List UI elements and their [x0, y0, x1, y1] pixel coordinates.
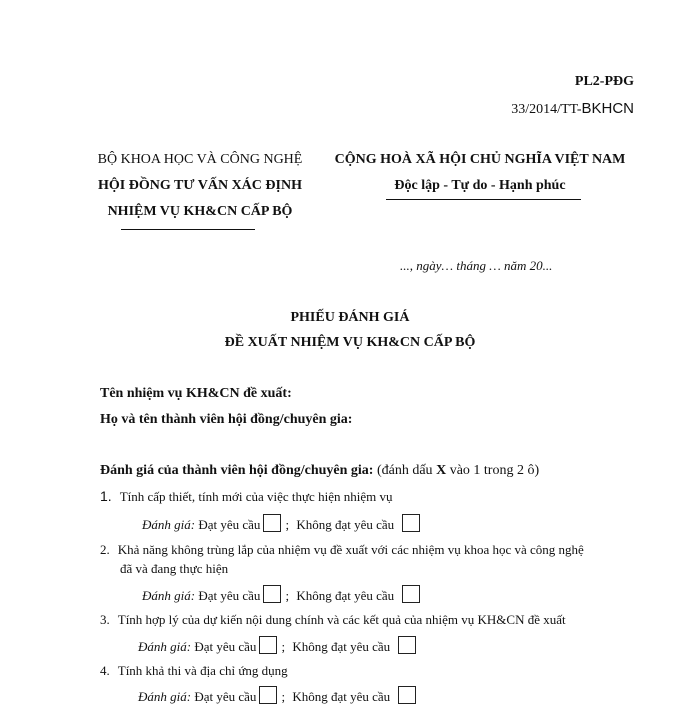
criterion-1 — [100, 488, 392, 505]
criterion-number: 1. — [100, 488, 112, 504]
pass-label: Đạt yêu cầu — [198, 588, 261, 603]
criterion-1-rating — [142, 514, 420, 533]
criterion-2-rating — [142, 585, 420, 604]
motto-underline — [386, 199, 581, 200]
criterion-number: 2. — [100, 542, 110, 557]
separator: ; — [281, 639, 286, 654]
criterion-2 — [100, 542, 584, 558]
form-title: PHIẾU ĐÁNH GIÁ — [290, 310, 410, 325]
pass-label: Đạt yêu cầu — [194, 689, 257, 704]
national-motto: Độc lập - Tự do - Hạnh phúc — [394, 178, 566, 193]
criterion-4-rating — [138, 686, 416, 705]
form-subtitle: ĐỀ XUẤT NHIỆM VỤ KH&CN CẤP BỘ — [224, 335, 476, 350]
evaluation-heading — [100, 463, 539, 479]
criterion-number: 3. — [100, 612, 110, 627]
rating-label: Đánh giá: — [142, 588, 196, 603]
fail-label: Không đạt yêu cầu — [296, 517, 395, 532]
circular-suffix: BKHCN — [581, 100, 634, 117]
evaluation-instruction-end: vào 1 trong 2 ô) — [449, 463, 540, 478]
council-name-line2: NHIỆM VỤ KH&CN CẤP BỘ — [107, 204, 293, 219]
form-code: PL2-PĐG — [574, 74, 634, 89]
fail-label: Không đạt yêu cầu — [292, 689, 391, 704]
criterion-text: Tính hợp lý của dự kiến nội dung chính và các kết quả của nhiệm vụ KH&CN đề xuất — [117, 612, 566, 627]
council-name-line1: HỘI ĐỒNG TƯ VẤN XÁC ĐỊNH — [98, 178, 302, 193]
fail-checkbox[interactable] — [402, 585, 420, 603]
fail-checkbox[interactable] — [398, 636, 416, 654]
evaluation-heading-bold: Đánh giá của thành viên hội đồng/chuyên gia: — [100, 463, 374, 478]
pass-label: Đạt yêu cầu — [194, 639, 257, 654]
country-name: CỘNG HOÀ XÃ HỘI CHỦ NGHĨA VIỆT NAM — [334, 152, 626, 167]
circular-reference — [511, 100, 634, 118]
pass-checkbox[interactable] — [259, 636, 277, 654]
criterion-3 — [100, 612, 566, 628]
rating-label: Đánh giá: — [142, 517, 196, 532]
rating-label: Đánh giá: — [138, 639, 192, 654]
criterion-4 — [100, 663, 288, 679]
mark-symbol: X — [436, 463, 447, 478]
criterion-number: 4. — [100, 663, 110, 678]
circular-number: 33/2014/TT- — [511, 102, 582, 117]
separator: ; — [285, 517, 290, 532]
pass-checkbox[interactable] — [263, 585, 281, 603]
criterion-3-rating — [138, 636, 416, 655]
pass-label: Đạt yêu cầu — [198, 517, 261, 532]
fail-label: Không đạt yêu cầu — [296, 588, 395, 603]
evaluation-instruction: (đánh dấu — [376, 463, 433, 478]
ministry-name: BỘ KHOA HỌC VÀ CÔNG NGHỆ — [97, 152, 303, 167]
fail-checkbox[interactable] — [402, 514, 420, 532]
left-header-underline — [121, 229, 255, 230]
fail-checkbox[interactable] — [398, 686, 416, 704]
rating-label: Đánh giá: — [138, 689, 192, 704]
separator: ; — [281, 689, 286, 704]
criterion-2-continuation: đã và đang thực hiện — [120, 561, 229, 576]
separator: ; — [285, 588, 290, 603]
pass-checkbox[interactable] — [263, 514, 281, 532]
task-name-field: Tên nhiệm vụ KH&CN đề xuất: — [100, 386, 292, 401]
criterion-text: Tính khả thi và địa chỉ ứng dụng — [117, 663, 288, 678]
date-line: ..., ngày… tháng … năm 20... — [400, 258, 553, 273]
criterion-text: Khả năng không trùng lắp của nhiệm vụ đề xuất với các nhiệm vụ khoa học và công nghệ — [117, 542, 584, 557]
member-name-field: Họ và tên thành viên hội đồng/chuyên gia: — [100, 412, 353, 427]
criterion-text: Tính cấp thiết, tính mới của việc thực hiện nhiệm vụ — [119, 489, 393, 504]
pass-checkbox[interactable] — [259, 686, 277, 704]
fail-label: Không đạt yêu cầu — [292, 639, 391, 654]
